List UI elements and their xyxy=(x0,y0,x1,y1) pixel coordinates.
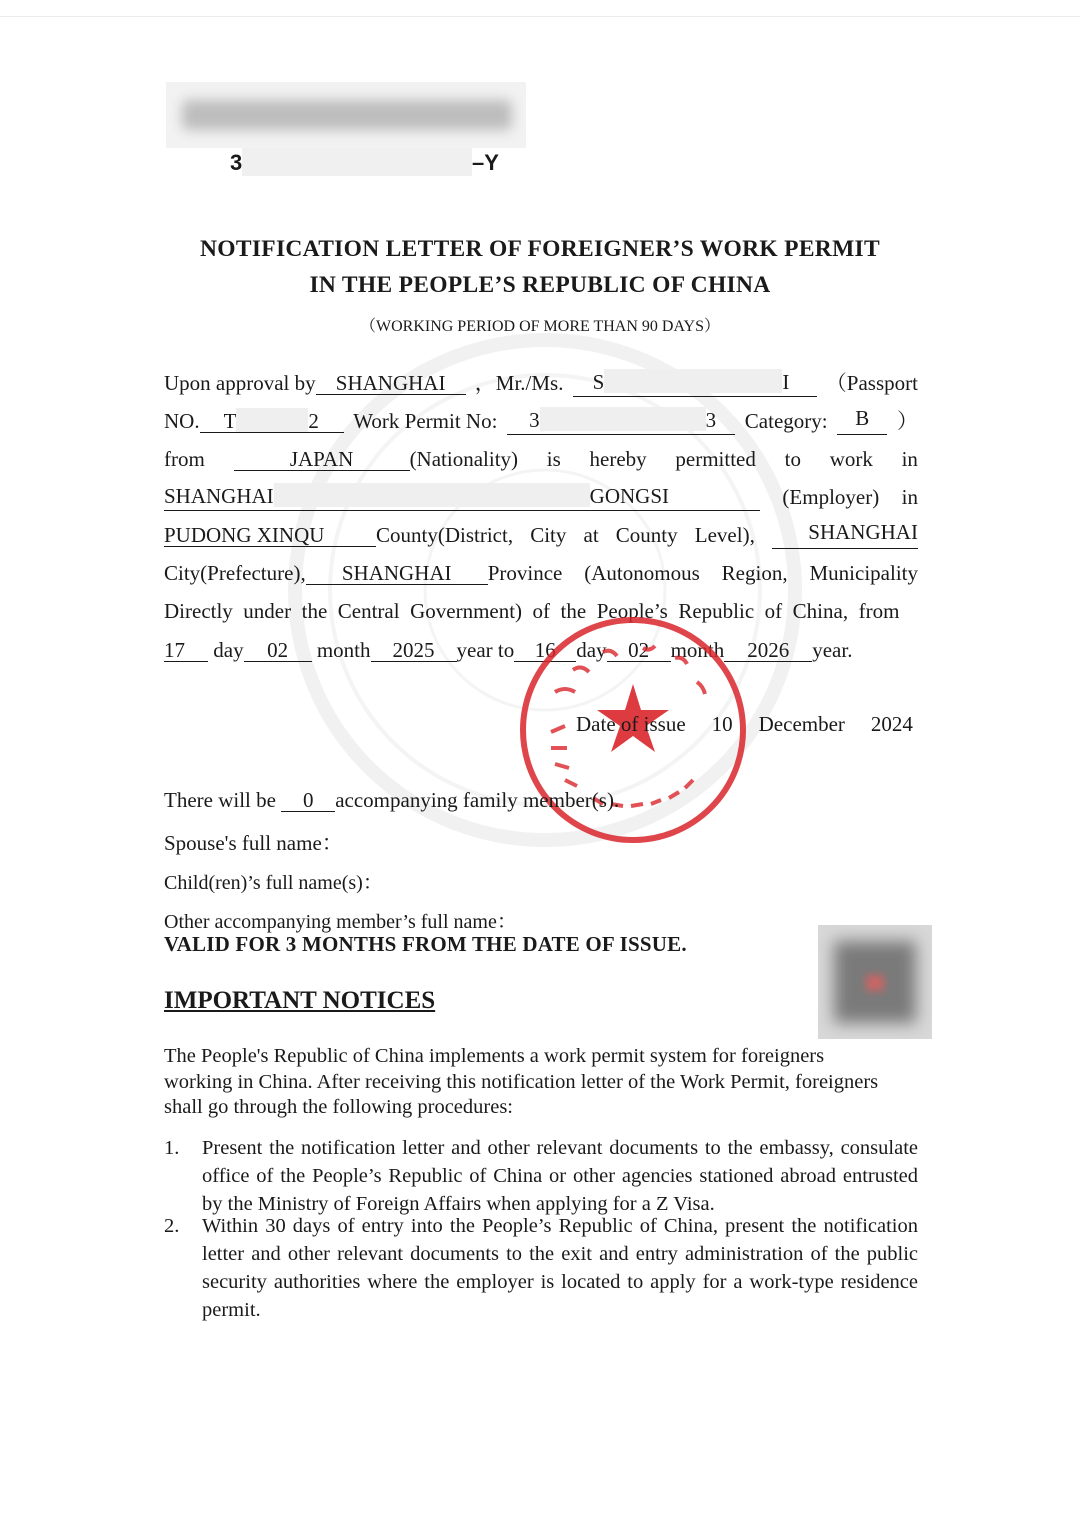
word-work: work xyxy=(829,447,873,471)
start-year: 2025 xyxy=(371,639,457,662)
passport-last: 2 xyxy=(308,409,319,433)
word-to: to xyxy=(784,447,801,471)
start-day: 17 xyxy=(164,639,208,662)
upon-approval-label: Upon approval by xyxy=(164,371,316,395)
work-permit-label: Work Permit No: xyxy=(353,409,498,433)
county-line xyxy=(164,521,918,549)
province-line xyxy=(164,559,918,587)
word-in: in xyxy=(901,447,918,471)
qr-code-icon xyxy=(818,925,932,1039)
applicant-name-last: I xyxy=(782,370,790,394)
passport-number-field xyxy=(200,408,344,433)
word-is: is xyxy=(546,447,561,471)
word-municipality: Municipality xyxy=(809,561,918,585)
work-permit-number-field xyxy=(507,407,735,435)
employer-field xyxy=(164,483,760,511)
redacted-header-block xyxy=(166,82,526,148)
employer-label: (Employer) xyxy=(782,485,880,509)
validity-notice: VALID FOR 3 MONTHS FROM THE DATE OF ISSUE. xyxy=(164,932,687,956)
month-label: month xyxy=(316,638,371,662)
month-label-2: month xyxy=(670,638,725,662)
close-paren: ） xyxy=(896,409,918,433)
redacted-permit-number xyxy=(242,148,472,176)
date-of-issue xyxy=(576,712,913,737)
work-permit-first: 3 xyxy=(529,408,540,432)
employer-first: SHANGHAI xyxy=(164,484,274,508)
end-day: 16 xyxy=(514,639,576,662)
applicant-name-first: S xyxy=(592,370,605,394)
issue-month: December xyxy=(758,712,845,736)
word-hereby: hereby xyxy=(589,447,647,471)
employer-last: GONGSI xyxy=(589,484,670,508)
no-label: NO. xyxy=(164,409,200,433)
notices-intro: The People's Republic of China implements a work permit system for foreigners working in China. After receiving this notification letter of the Work Permit, foreigners shall go through the following procedures: xyxy=(164,1045,879,1118)
issue-year: 2024 xyxy=(870,712,913,736)
notice-item-number: 1. xyxy=(164,1137,180,1159)
word-at: at xyxy=(583,523,599,547)
permit-number xyxy=(230,148,510,178)
word-county: County xyxy=(615,523,678,547)
city-label: City(Prefecture), xyxy=(164,561,306,585)
redacted-passport xyxy=(236,408,308,432)
word-level: Level), xyxy=(694,523,755,547)
nationality-value: JAPAN xyxy=(234,448,410,471)
province-label: Province xyxy=(487,561,563,585)
passport-line xyxy=(164,407,918,435)
county-label: County(District, xyxy=(376,523,514,547)
passport-label: （Passport xyxy=(825,371,918,395)
top-divider xyxy=(0,16,1080,17)
family-count-value: 0 xyxy=(281,789,335,812)
nationality-line xyxy=(164,445,918,473)
permit-number-prefix: 3 xyxy=(230,150,243,175)
employer-line xyxy=(164,483,918,511)
applicant-name-field xyxy=(573,369,817,397)
permit-number-suffix: –Y xyxy=(472,150,499,175)
day-label-2: day xyxy=(576,638,607,662)
end-year: 2026 xyxy=(724,639,812,662)
there-will-be-label: There will be xyxy=(164,788,276,812)
start-month: 02 xyxy=(244,639,312,662)
issue-day: 10 xyxy=(711,712,733,736)
notice-item-text: Within 30 days of entry into the People’s Republic of China, present the notification letter and other relevant documents to the exit and entry administration of the public security authorities where the employer is located to apply for a work-type residence permit. xyxy=(202,1215,918,1321)
important-notices-heading: IMPORTANT NOTICES xyxy=(164,987,436,1014)
from-label: from xyxy=(164,447,205,471)
mr-ms-label: ，Mr./Ms. xyxy=(474,371,564,395)
issue-label: Date of issue xyxy=(576,712,686,736)
directly-line: Directly under the Central Government) of the People’s Republic of China, from xyxy=(164,599,900,623)
document-title-line1: NOTIFICATION LETTER OF FOREIGNER’S WORK PERMIT xyxy=(200,236,880,262)
work-permit-last: 3 xyxy=(705,408,717,432)
family-count-line xyxy=(164,788,619,813)
category-value: B xyxy=(837,407,887,435)
word-city: City xyxy=(530,523,567,547)
day-label: day xyxy=(213,638,244,662)
notice-item-text: Present the notification letter and other relevant documents to the embassy, consulate office of the People’s Republic of China or other agencies stationed abroad entrusted by the Ministry of Foreign Affairs when applying for a Z Visa. xyxy=(202,1137,918,1215)
other-member-label: Other accompanying member’s full name： xyxy=(164,911,517,933)
children-name-label: Child(ren)’s full name(s)： xyxy=(164,872,383,894)
spouse-name-label: Spouse's full name： xyxy=(164,831,343,855)
accompanying-label: accompanying family member(s). xyxy=(335,788,620,812)
year-to-label: year to xyxy=(456,638,515,662)
redacted-name xyxy=(604,369,782,393)
category-label: Category: xyxy=(744,409,828,433)
passport-first: T xyxy=(223,409,237,433)
word-autonomous: (Autonomous xyxy=(584,561,700,585)
word-in-2: in xyxy=(901,485,918,509)
approval-line xyxy=(164,369,918,397)
province-value: SHANGHAI xyxy=(306,562,488,585)
redacted-work-permit xyxy=(540,407,706,431)
nationality-label: (Nationality) xyxy=(409,447,519,471)
end-month: 02 xyxy=(607,639,671,662)
city-value: SHANGHAI xyxy=(772,521,918,549)
document-title-line2: IN THE PEOPLE’S REPUBLIC OF CHINA xyxy=(309,272,771,298)
county-value: PUDONG XINQU xyxy=(164,524,376,547)
notice-item-number: 2. xyxy=(164,1215,180,1237)
year-end-label: year. xyxy=(812,638,853,662)
word-region: Region, xyxy=(721,561,788,585)
word-permitted: permitted xyxy=(675,447,756,471)
redacted-employer xyxy=(274,483,590,507)
approved-by-value: SHANGHAI xyxy=(316,372,466,395)
document-subtitle: （WORKING PERIOD OF MORE THAN 90 DAYS） xyxy=(359,318,721,335)
